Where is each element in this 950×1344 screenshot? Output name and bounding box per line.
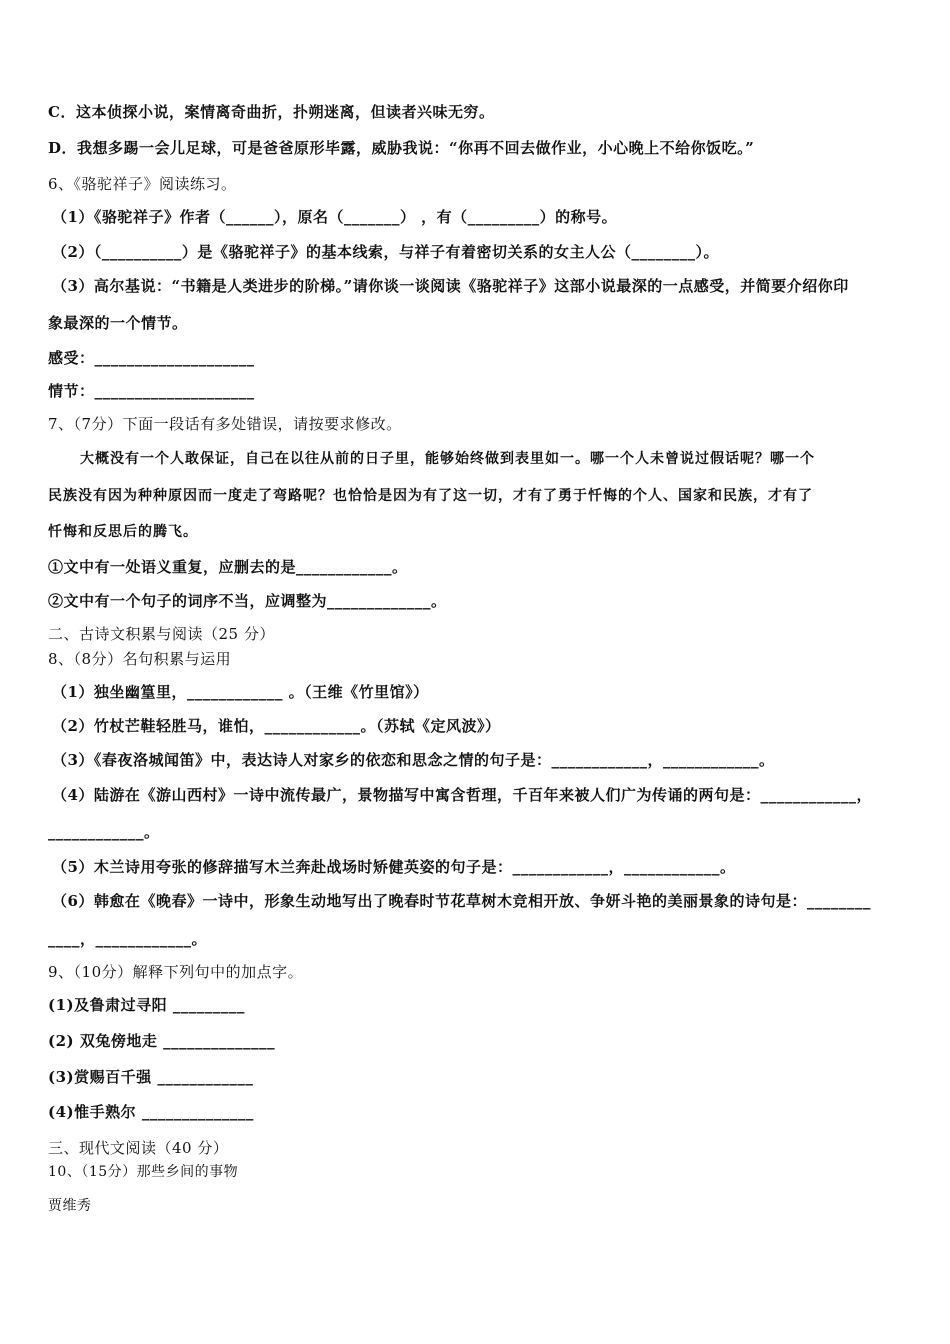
- q9-item-1: (1)及鲁肃过寻阳 _________: [48, 996, 245, 1014]
- option-d: D．我想多踢一会儿足球，可是爸爸原形毕露，威胁我说：“你再不回去做作业，小心晚上不给你饭吃。”: [48, 139, 755, 157]
- q8-item-4-line2: ____________。: [48, 823, 160, 841]
- q9-item-4: (4)惟手熟尔 ______________: [48, 1103, 254, 1121]
- q7-title: 7、（7分）下面一段话有多处错误，请按要求修改。: [48, 415, 402, 433]
- section-2-heading: 二、古诗文积累与阅读（25 分）: [48, 625, 275, 643]
- section-3-heading: 三、现代文阅读（40 分）: [48, 1139, 229, 1157]
- q7-passage-line2: 民族没有因为种种原因而一度走了弯路呢？也恰恰是因为有了这一切，才有了勇于忏悔的个人、国家和民族，才有了: [48, 488, 813, 504]
- q6-item-3-line2: 象最深的一个情节。: [48, 314, 188, 332]
- q9-title: 9、（10分）解释下列句中的加点字。: [48, 963, 304, 981]
- q8-item-2: （2）竹杖芒鞋轻胜马，谁怕，____________。（苏轼《定风波》）: [52, 717, 501, 735]
- q9-item-3: (3)赏赐百千强 ____________: [48, 1068, 254, 1086]
- q6-title: 6、《骆驼祥子》阅读练习。: [48, 175, 237, 193]
- q8-item-5: （5）木兰诗用夸张的修辞描写木兰奔赴战场时矫健英姿的句子是：____________，____________。: [52, 858, 736, 876]
- q8-item-1: （1）独坐幽篁里，____________ 。（王维《竹里馆》）: [52, 683, 429, 701]
- q8-title: 8、（8分）名句积累与运用: [48, 650, 232, 668]
- q6-plot: 情节：____________________: [48, 382, 255, 400]
- article-author: 贾维秀: [48, 1198, 92, 1214]
- option-c: C．这本侦探小说，案情离奇曲折，扑朔迷离，但读者兴味无穷。: [48, 103, 495, 121]
- q7-item-1: ①文中有一处语义重复，应删去的是____________。: [48, 558, 408, 576]
- q6-item-1: （1）《骆驼祥子》作者（______），原名（_______） ，有（_________）的称号。: [52, 208, 618, 226]
- q7-passage-line3: 忏悔和反思后的腾飞。: [48, 524, 198, 540]
- q7-passage-line1: 大概没有一个人敢保证，自己在以往从前的日子里，能够始终做到表里如一。哪一个人未曾说过假话呢？哪一个: [80, 451, 815, 467]
- q8-item-4-line1: （4）陆游在《游山西村》一诗中流传最广，景物描写中寓含哲理，千百年来被人们广为传诵的两句是：____________，: [52, 786, 872, 804]
- q6-item-2: （2）（__________）是《骆驼祥子》的基本线索，与祥子有着密切关系的女主人公（________）。: [52, 243, 719, 261]
- q10-title: 10、（15分）那些乡间的事物: [48, 1164, 239, 1180]
- q8-item-3: （3）《春夜洛城闻笛》中，表达诗人对家乡的依恋和思念之情的句子是：____________，____________。: [52, 751, 775, 769]
- q6-item-3-line1: （3）高尔基说：“书籍是人类进步的阶梯。”请你谈一谈阅读《骆驼祥子》这部小说最深的一点感受，并简要介绍你印: [52, 277, 849, 295]
- q7-item-2: ②文中有一个句子的词序不当，应调整为_____________。: [48, 592, 447, 610]
- q9-item-2: (2) 双兔傍地走 ______________: [48, 1032, 276, 1050]
- q8-item-6-line1: （6）韩愈在《晚春》一诗中，形象生动地写出了晚春时节花草树木竞相开放、争妍斗艳的美丽景象的诗句是：________: [52, 892, 871, 910]
- q6-feeling: 感受：____________________: [48, 349, 255, 367]
- q8-item-6-line2: ____，____________。: [48, 930, 208, 948]
